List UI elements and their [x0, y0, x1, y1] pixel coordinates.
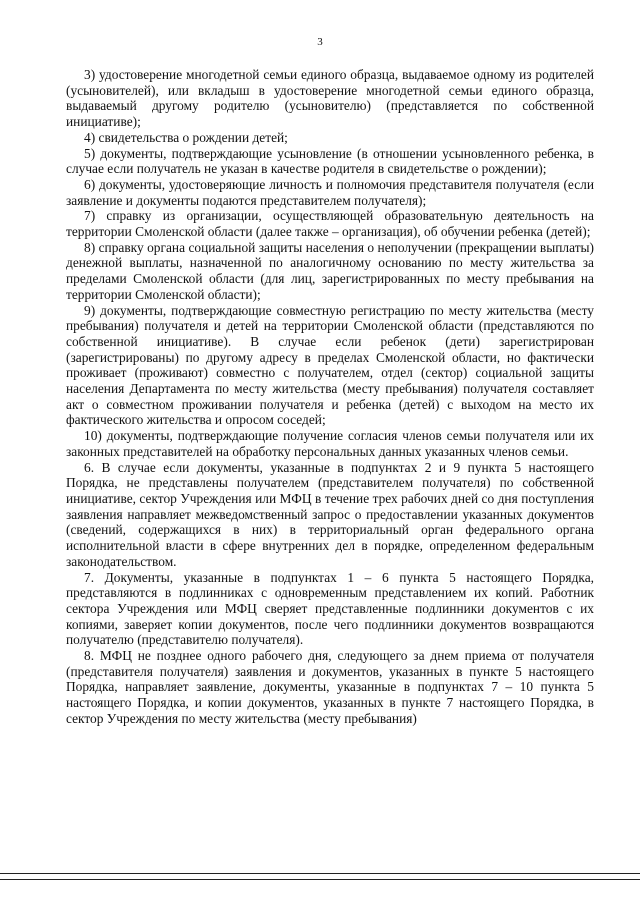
paragraph-section-8: 8. МФЦ не позднее одного рабочего дня, следующего за днем приема от получателя (представителя получателя) заявления и документов, указанных в пункте 5 настоящего Порядка, направляет заявление, документы, указанные в подпунктах 7 – 10 пункта 5 настоящего Порядка, и копии документов, указанных в пункте 7 настоящего Порядка, в сектор Учреждения по месту жительства (месту пребывания) [66, 648, 594, 726]
paragraph-item-7: 7) справку из организации, осуществляющей образовательную деятельность на территории Смоленской области (далее также – организация), об обучении ребенка (детей); [66, 208, 594, 240]
bottom-divider [0, 873, 640, 874]
paragraph-item-8: 8) справку органа социальной защиты населения о неполучении (прекращении выплаты) денежной выплаты, назначенной по аналогичному основанию по месту жительства за пределами Смоленской области (для лиц, зарегистрированных по месту пребывания на территории Смоленской области); [66, 239, 594, 302]
document-body [66, 67, 594, 727]
paragraph-item-6: 6) документы, удостоверяющие личность и полномочия представителя получателя (если заявление и документы подаются представителем получателя); [66, 176, 594, 208]
paragraph-item-3: 3) удостоверение многодетной семьи единого образца, выдаваемое одному из родителей (усыновителей), или вкладыш в удостоверение многодетной семьи единого образца, выдаваемый другому родителю (усыновителю) (представляется по собственной инициативе); [66, 67, 594, 130]
paragraph-item-4: 4) свидетельства о рождении детей; [84, 129, 288, 145]
paragraph-section-7: 7. Документы, указанные в подпунктах 1 – 6 пункта 5 настоящего Порядка, представляются в подлинниках с одновременным представлением их копий. Работник сектора Учреждения или МФЦ сверяет представленные подлинники документов с их копиями, заверяет копии документов, после чего подлинники документов возвращаются получателю (представителю получателя). [66, 569, 594, 648]
paragraph-section-6: 6. В случае если документы, указанные в подпунктах 2 и 9 пункта 5 настоящего Порядка, не представлены получателем (представителем получателя) по собственной инициативе, сектор Учреждения или МФЦ в течение трех рабочих дней со дня поступления заявления направляет межведомственный запрос о предоставлении указанных документов (сведений, содержащихся в них) в территориальный орган федерального органа исполнительной власти в сфере внутренних дел в порядке, определенном федеральным законодательством. [66, 459, 594, 569]
paragraph-item-10: 10) документы, подтверждающие получение согласия членов семьи получателя или их законных представителей на обработку персональных данных указанных членов семьи. [66, 428, 594, 459]
paragraph-item-5: 5) документы, подтверждающие усыновление (в отношении усыновленного ребенка, в случае если получатель не указан в качестве родителя в свидетельстве о рождении); [66, 145, 594, 177]
paragraph-item-9: 9) документы, подтверждающие совместную регистрацию по месту жительства (месту пребывания) получателя и детей на территории Смоленской области (представляются по собственной инициативе). В случае если ребенок (дети) зарегистрирован (зарегистрированы) по другому адресу в пределах Смоленской области, но фактически проживает (проживают) совместно с получателем, отдел (сектор) социальной защиты населения Департамента по месту жительства (месту пребывания) получателя составляет акт о совместном проживании получателя и ребенка (детей) с выходом на место их фактического жительства и опросом соседей; [66, 302, 594, 428]
page-number: 3 [317, 36, 323, 48]
bottom-divider-secondary [0, 879, 640, 880]
